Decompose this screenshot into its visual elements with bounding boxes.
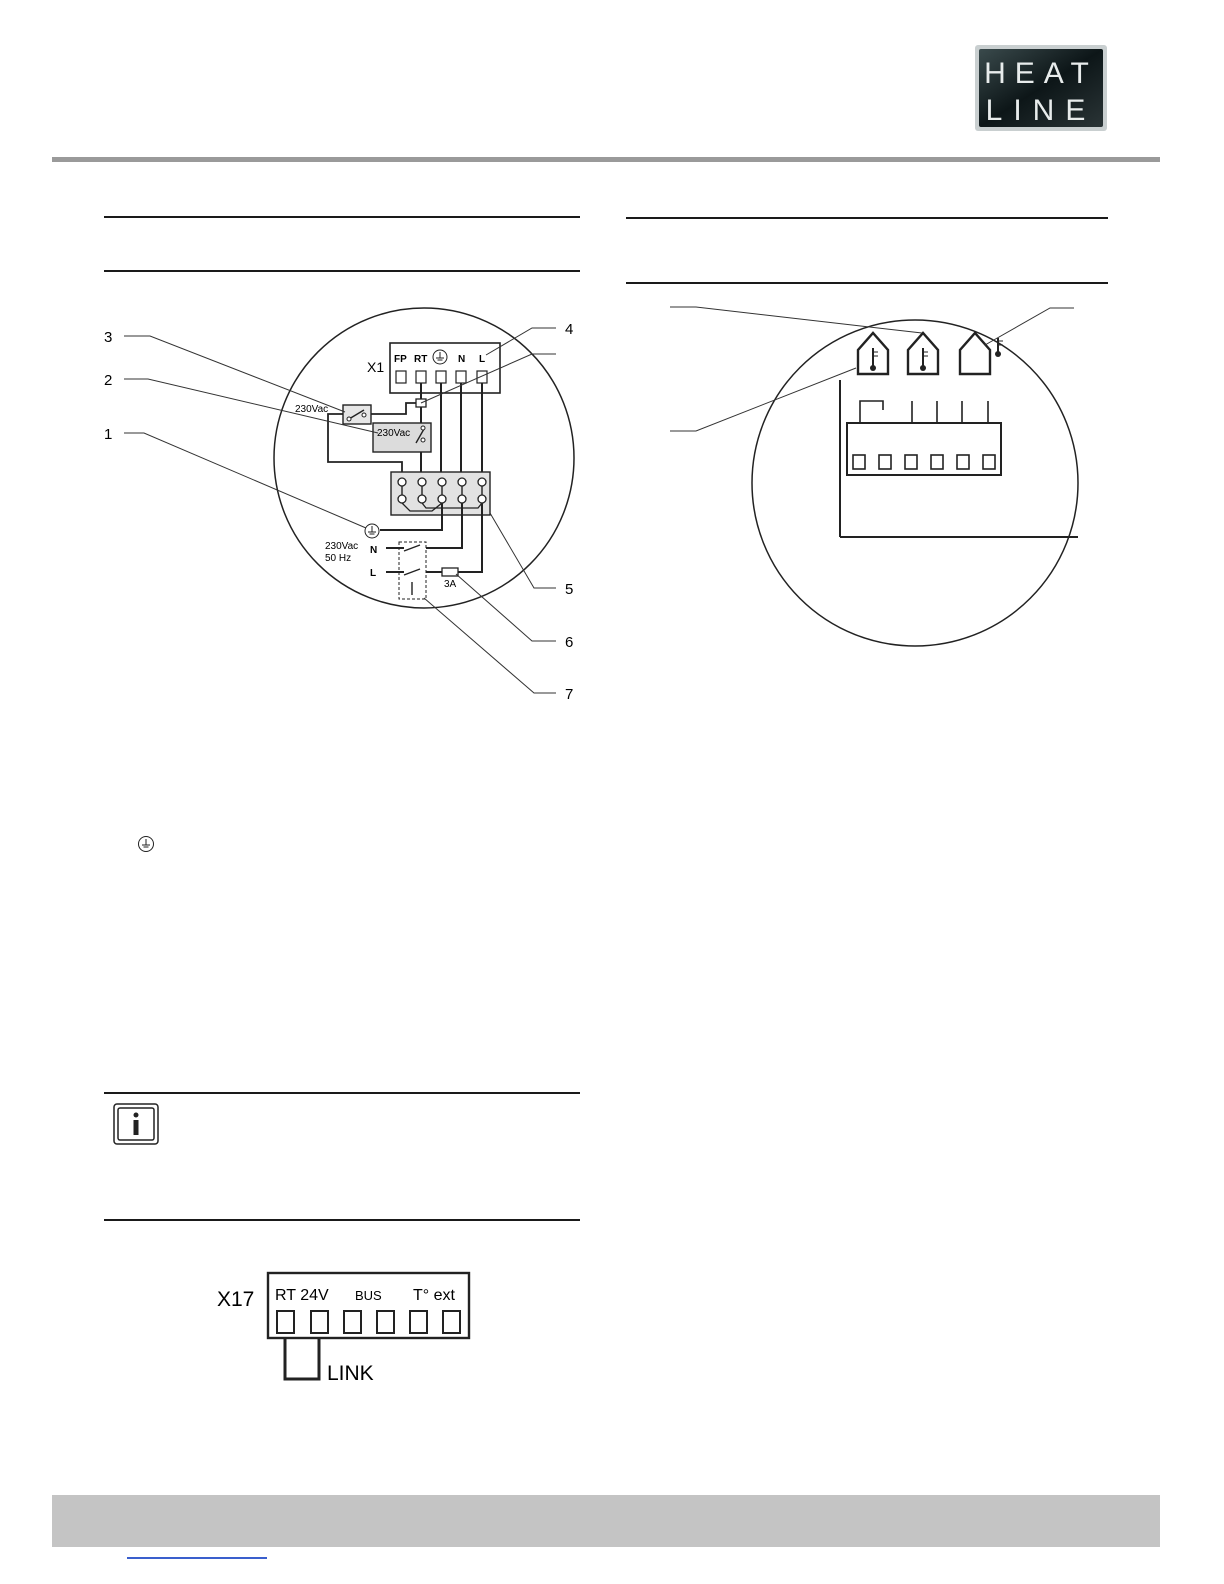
earth-icon	[137, 835, 155, 853]
wiring-diagram-230v	[90, 300, 590, 720]
outdoor-sensor-icon	[960, 333, 1003, 374]
section-rule	[104, 216, 580, 218]
earth-icon	[365, 524, 379, 538]
terminal-rt-label: RT	[414, 354, 428, 365]
logo-line-1: HEAT	[984, 57, 1098, 90]
controls-terminal-diagram	[660, 295, 1100, 655]
switch-3-label: 230Vac	[295, 404, 329, 415]
section-rule	[626, 282, 1108, 284]
room-thermostat-icon	[908, 333, 938, 374]
header-rule	[52, 157, 1160, 162]
x1-label: X1	[367, 359, 385, 375]
terminal-fp-label: FP	[394, 354, 407, 365]
logo-line-2: LINE	[985, 94, 1097, 127]
switch-2-label: 230Vac	[377, 428, 411, 439]
supply-voltage-label: 230Vac	[325, 541, 359, 552]
section-rule	[104, 1092, 580, 1094]
earth-icon	[433, 350, 447, 364]
supply-l-label: L	[370, 568, 377, 579]
callout-1: 1	[104, 426, 113, 443]
supply-n-label: N	[370, 545, 378, 556]
x17-bus-label: BUS	[355, 1288, 382, 1303]
callout-2: 2	[104, 372, 113, 389]
x17-rt24v-label: RT 24V	[275, 1287, 329, 1304]
callout-5: 5	[565, 581, 574, 598]
callout-3: 3	[104, 329, 113, 346]
section-rule	[626, 217, 1108, 219]
x17-text-label: T° ext	[413, 1287, 455, 1304]
x17-terminal-diagram	[210, 1265, 480, 1390]
terminal-l-label: L	[479, 354, 486, 365]
link-label: LINK	[327, 1362, 374, 1385]
callout-7: 7	[565, 686, 574, 703]
terminal-n-label: N	[458, 354, 466, 365]
footer-band	[52, 1495, 1160, 1547]
heatline-logo	[974, 44, 1108, 132]
room-thermostat-icon	[858, 333, 888, 374]
x17-label: X17	[217, 1288, 255, 1311]
section-rule	[104, 1219, 580, 1221]
info-icon	[112, 1102, 160, 1146]
callout-6: 6	[565, 634, 574, 651]
fuse-label: 3A	[444, 579, 457, 590]
callout-4: 4	[565, 321, 574, 338]
section-rule	[104, 270, 580, 272]
footer-link-underline[interactable]	[127, 1557, 267, 1559]
supply-frequency-label: 50 Hz	[325, 553, 352, 564]
